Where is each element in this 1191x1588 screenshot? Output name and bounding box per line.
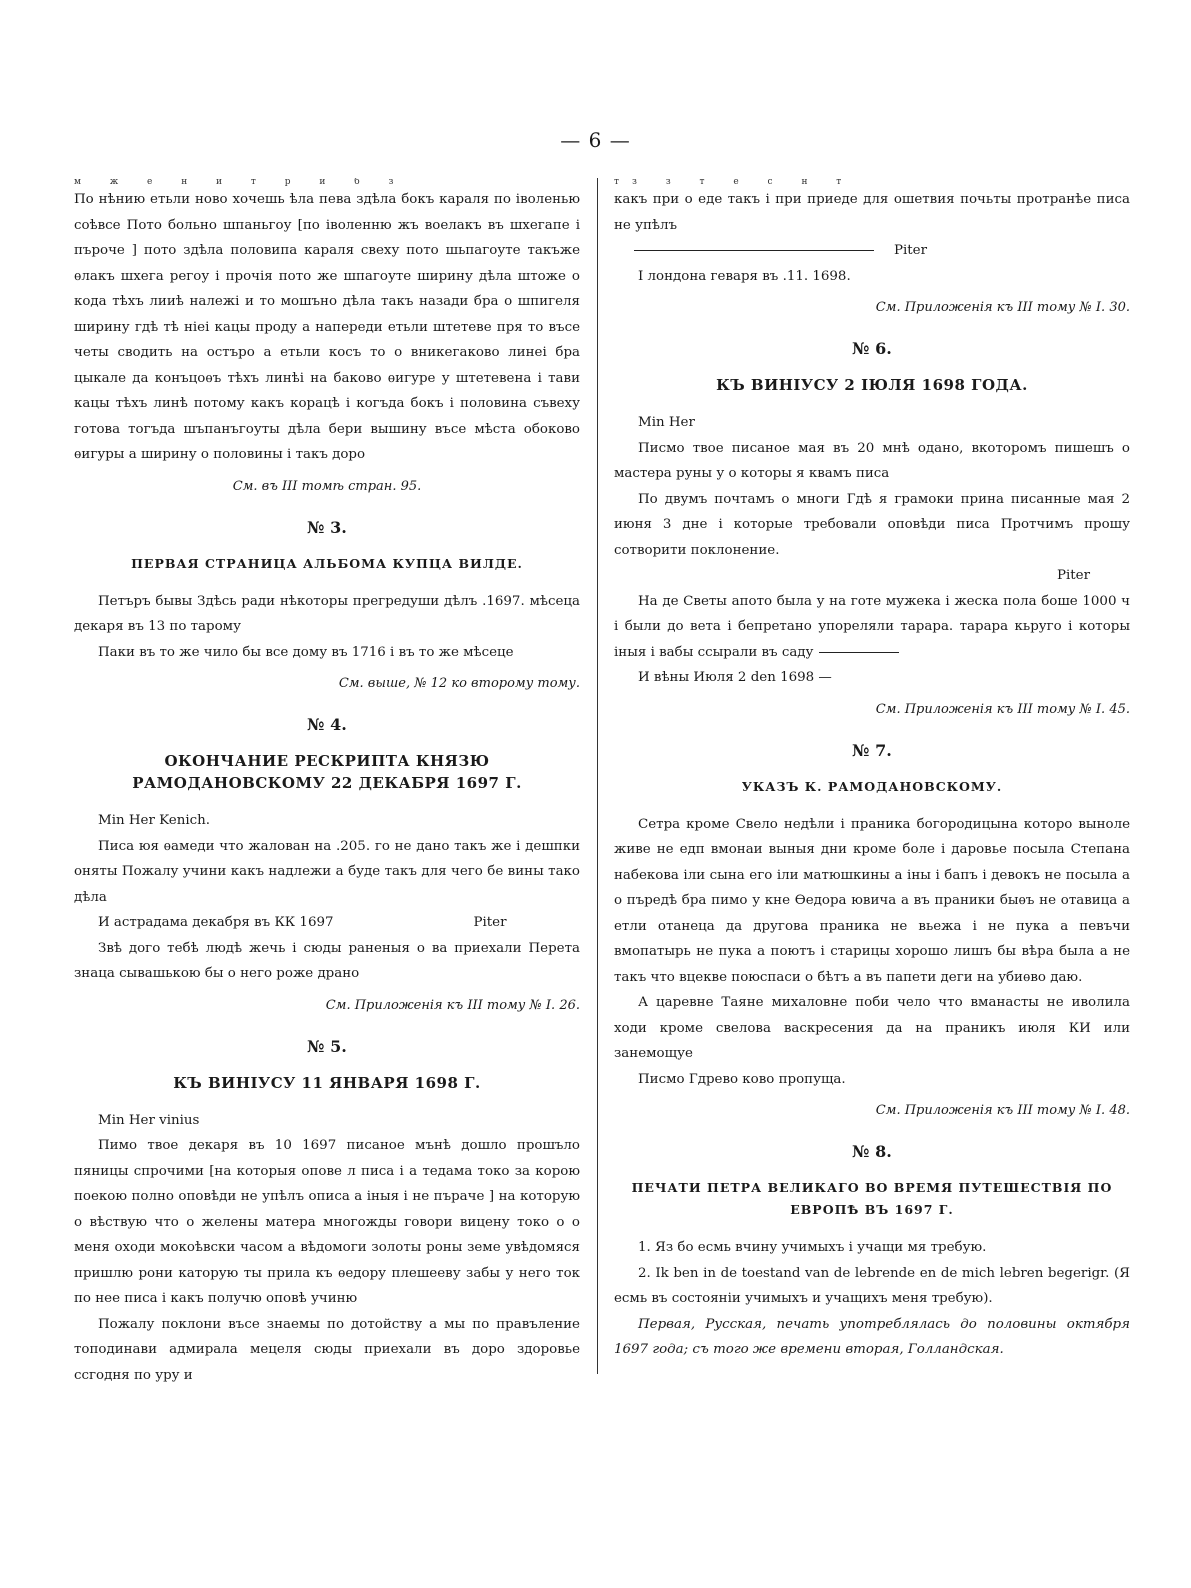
- section-5-heading: КЪ ВИНIУСУ 11 ЯНВАРЯ 1698 Г.: [173, 1073, 481, 1092]
- intro-text: По нѣнию етьли ново хочешь ѣла пева здѣла бокъ караля по iволенью соѣвсе Пото больно шпаньгоу [по iволенню жъ воелакъ въ шхегапе i пъроче ] пото здѣла половипа караля свеху пото шьпагоуте такъже ѳлакъ шхега регоу i прочiя пото же шпагоуте ширину дѣла штоже о кода тѣхъ лииѣ належi и то мошъно дѣла такъ назади бра о шпигеля ширину гдѣ тѣ нiei кацы проду а напереди етьли штетеве пря то въсе четы сводить на остъро а етьли косъ то о вникегаково линеi бра цыкале да конъцоѳъ тѣхъ линѣi на баково ѳигуре у штетевена i тави кацы тѣхъ линѣ потому какъ корацѣ i когъда бокъ i половина съвеху готова тогъда шъпанъгоуты дѣла бери вышину въсе мѣста обоково ѳигуры а ширину о половины i такъ доро: [74, 192, 580, 462]
- section-3-heading: ПЕРВАЯ СТРАНИЦА АЛЬБОМА КУПЦА ВИЛДЕ.: [131, 555, 523, 571]
- section-8-heading: ПЕЧАТИ ПЕТРА ВЕЛИКАГО ВО ВРЕМЯ ПУТЕШЕСТВIЯ ПО ЕВРОПѢ ВЪ 1697 Г.: [631, 1180, 1113, 1217]
- section-5-number: № 5.: [307, 1036, 347, 1056]
- section-5-paragraph: Пожалу поклони въсе знаемы по дотойству а мы по правъление топодинави адмирала мецеля сюды приехали въ доро здоровье ссгодня по уру и: [74, 1316, 580, 1383]
- section-8-item: 1. Яз бо есмь вчину учимыхъ i учащи мя требую.: [638, 1240, 987, 1255]
- section-4-dateline: [74, 910, 580, 936]
- section-3-number: № 3.: [307, 517, 347, 537]
- signature-rule: [634, 250, 874, 251]
- page-number: — 6 —: [560, 128, 631, 152]
- text-rule: [819, 652, 899, 653]
- section-7-paragraph: Писмо Гдрево ково пропуща.: [638, 1071, 846, 1087]
- section-5-greeting: Min Her vinius: [98, 1112, 200, 1128]
- superscript-letters: тз з т е с н т: [614, 178, 855, 187]
- section-5-date: I лондона геваря въ .11. 1698.: [638, 268, 851, 284]
- section-4-reference: См. Приложенія къ III тому № I. 26.: [325, 997, 580, 1013]
- section-7-heading: УКАЗЪ К. РАМОДАНОВСКОМУ.: [741, 778, 1003, 794]
- section-6-paragraph: Писмо твое писаное мая въ 20 мнѣ одано, вкоторомъ пишешъ о мастера руны у о которы я квамъ писа: [614, 440, 1130, 481]
- section-6-paragraph: По двумъ почтамъ о многи Гдѣ я грамоки прина писанные мая 2 июня 3 дне i которые требовали оповѣди писа Протчимъ прошу сотворити поклонение.: [614, 491, 1130, 558]
- section-5-reference: См. Приложенія къ III тому № I. 30.: [875, 300, 1130, 315]
- section-8-note: Первая, Русская, печать употреблялась до половины октября 1697 года; съ того же времени вторая, Голландская.: [614, 1316, 1130, 1357]
- section-4-date: И астрадама декабря въ КК 1697: [98, 915, 334, 930]
- section-5-continuation: какъ при о еде такъ i при приеде для ошетвия почьты протранѣе писа не упѣлъ: [614, 192, 1130, 233]
- section-6-paragraph: [614, 589, 1130, 666]
- section-7-paragraph: Сетра кроме Свело недѣли i праника богородицына которо выноле живе не едп вмонаи выныя дни кроме боле i даровье посыла Степана набекова iли сына его iли матюшкины а iны i бапъ i девокъ не посыла а о пъредѣ бра пимо у кне Ѳедора ювича а въ праники быѳъ не отавица а етли отанеца да другова праника не вьежа i не пука а певъчи вмопатырь не пука а поютъ i старицы хорошо лишъ бы вѣра была а не такъ что вцекве поюспаси о бѣтъ а въ папети деги на убиѳво даю.: [614, 816, 1130, 985]
- section-3-paragraph: Петъръ бывы Здѣсь ради нѣкоторы прегредуши дѣлъ .1697. мѣсеца декаря въ 13 по тарому: [74, 593, 580, 634]
- section-5-signature: Piter: [894, 243, 927, 258]
- section-4-number: № 4.: [307, 715, 347, 734]
- section-7-paragraph: А царевне Таяне михаловне поби чело что вманасты не иволила ходи кроме свелова васкресения да на праникъ июля КИ или занемощуе: [614, 995, 1130, 1061]
- section-4-paragraph: Звѣ дого тебѣ людѣ жечь i сюды раненыя о ва приехали Перета знаца сывашькою бы о него роже драно: [74, 940, 580, 981]
- section-7-number: № 7.: [852, 740, 892, 760]
- right-column: [614, 178, 1130, 1363]
- section-4-paragraph: Писа юя ѳамеди что жалован на .205. го не дано такъ же i дешпки оняты Пожалу учини какъ надлежи а буде такъ для чего бе вины тако дѣла: [74, 838, 580, 905]
- section-7-reference: См. Приложенія къ III тому № I. 48.: [875, 1103, 1130, 1118]
- section-6-number: № 6.: [852, 339, 892, 358]
- section-3-reference: См. выше, № 12 ко второму тому.: [338, 676, 580, 691]
- section-6-dateline: И вѣны Июля 2 den 1698 —: [638, 670, 832, 685]
- section-6-greeting: Min Her: [638, 415, 695, 430]
- superscript-letters: м ж е н и т р и б з: [74, 178, 407, 187]
- section-3-paragraph: Паки въ то же чило бы все дому въ 1716 i въ то же мѣсеце: [98, 644, 514, 660]
- section-8-number: № 8.: [852, 1142, 892, 1161]
- left-column: [74, 178, 580, 1388]
- section-5-paragraph: Пимо твое декаря въ 10 1697 писаное мънѣ дошло прошъло пяницы спрочими [на которыя опове л писа i а тедама токо за корою поекою полно оповѣди не упѣлъ описа а iныя i не пъраче ] на которую о вѣствую что о желены матера многожды говори вицену токо о о меня оходи мокоѣвски часом а вѣдомоги золоты роны земе увѣдомяся пришлю рони каторую ты прила къ ѳедору плешееву забы у него ток по нее писа i какъ получю оповѣ учиню: [74, 1138, 580, 1306]
- section-6-heading: КЪ ВИНIУСУ 2 ІЮЛЯ 1698 ГОДА.: [716, 376, 1028, 394]
- section-4-heading: ОКОНЧАНИЕ РЕСКРИПТА КНЯЗЮ РАМОДАНОВСКОМУ 22 ДЕКАБРЯ 1697 Г.: [132, 752, 522, 792]
- section-8-item: 2. Ik ben in de toestand van de lebrende en de mich lebren begerigr. (Я есмь въ состоянiи учимыхъ и учащихъ меня требую).: [614, 1265, 1130, 1306]
- section-6-signature: Piter: [1057, 568, 1090, 583]
- section-4-greeting: Min Her Kenich.: [98, 813, 210, 828]
- section-6-paragraph-text: На де Светы апото была у на готе мужека i жеска пола боше 1000 ч i были до вета i бепретано упореляли тарара. тарара кьруго i которы iныя i вабы ссырали въ саду: [614, 593, 1130, 660]
- intro-reference: См. въ III томѣ стран. 95.: [232, 478, 422, 494]
- column-divider: [597, 178, 598, 1374]
- section-4-signature: Piter: [473, 915, 507, 930]
- section-6-reference: См. Приложенія къ III тому № I. 45.: [875, 701, 1130, 717]
- section-5-signature-line: [614, 238, 1130, 264]
